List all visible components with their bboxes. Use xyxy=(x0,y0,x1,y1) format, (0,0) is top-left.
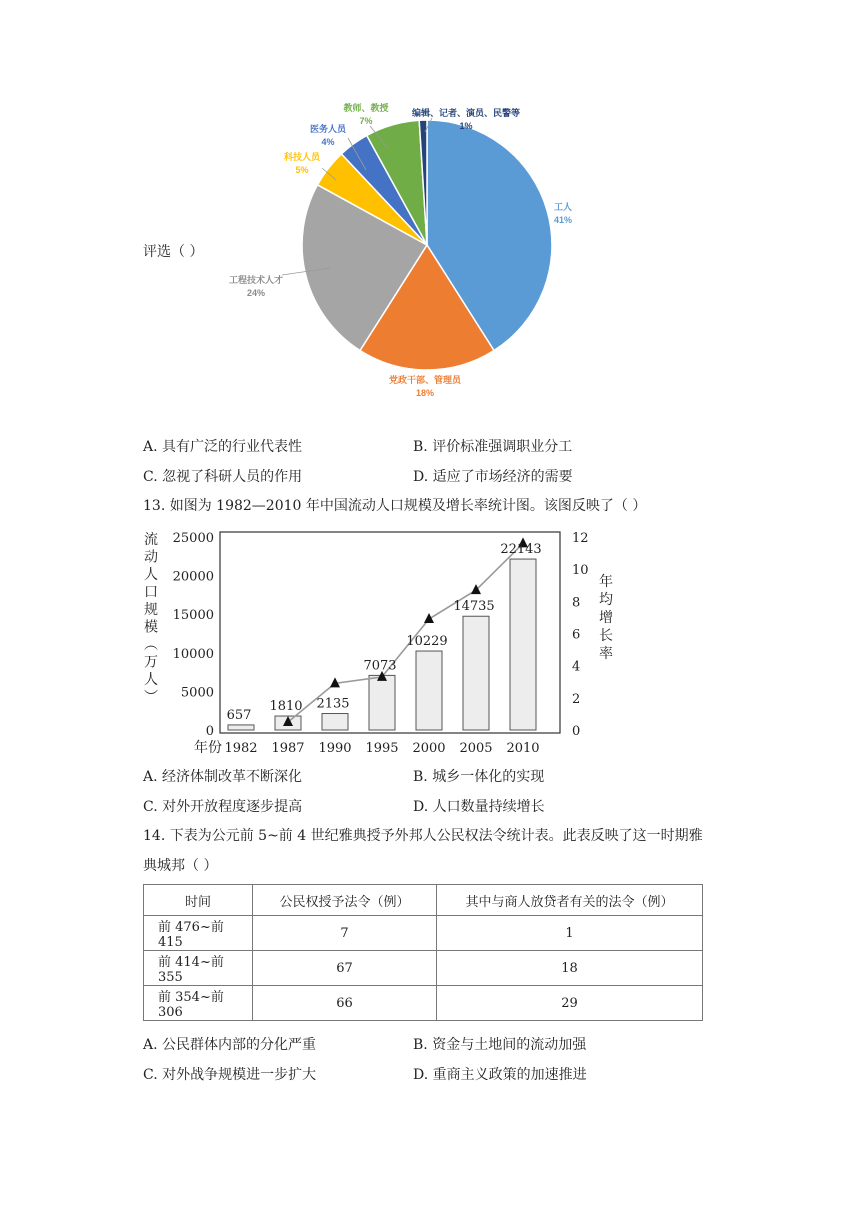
q12-option-b: B. 评价标准强调职业分工 xyxy=(413,439,573,455)
pie-slice-label: 工程技术人才 xyxy=(228,275,284,285)
y-tick-label: 25000 xyxy=(172,531,214,546)
data-label: 1810 xyxy=(269,699,303,715)
x-tick-label: 1990 xyxy=(318,741,352,756)
y-tick-label: 0 xyxy=(205,724,214,739)
table-header: 时间 xyxy=(144,885,253,916)
x-tick-label: 2005 xyxy=(459,741,493,756)
bar xyxy=(369,675,395,730)
table-header-row xyxy=(144,885,703,916)
q13-stem: 13. 如图为 1982—2010 年中国流动人口规模及增长率统计图。该图反映了（ ） xyxy=(143,498,647,514)
pie-slice-percent: 18% xyxy=(415,388,435,398)
table-cell: 7 xyxy=(253,916,437,951)
q12-stem-tail: 评选（ ） xyxy=(143,244,204,260)
q13-option-d: D. 人口数量持续增长 xyxy=(413,799,545,815)
q13-option-a: A. 经济体制改革不断深化 xyxy=(143,769,303,785)
x-tick-label: 1995 xyxy=(365,741,399,756)
q14-option-d: D. 重商主义政策的加速推进 xyxy=(413,1067,587,1083)
pie-slice-percent: 5% xyxy=(295,165,309,175)
q13-option-c: C. 对外开放程度逐步提高 xyxy=(143,799,303,815)
y2-axis-label: 年均增长率 xyxy=(599,574,613,662)
data-label: 7073 xyxy=(363,658,397,674)
table-header: 其中与商人放贷者有关的法令（例） xyxy=(437,885,703,916)
data-label: 657 xyxy=(226,707,252,723)
q12-option-d: D. 适应了市场经济的需要 xyxy=(413,469,573,485)
x-axis-label: 年份 xyxy=(194,740,222,756)
pie-slice-percent: 4% xyxy=(321,137,335,147)
pie-slice-label: 党政干部、管理员 xyxy=(388,375,462,385)
pie-slice-label: 工人 xyxy=(553,202,573,212)
pie-slice-label: 科技人员 xyxy=(283,152,321,162)
citizenship-table xyxy=(143,884,703,1021)
y-tick-label: 10000 xyxy=(172,646,214,662)
pie-slice-label: 医务人员 xyxy=(309,124,347,134)
y2-tick-label: 0 xyxy=(572,724,581,739)
data-label: 2135 xyxy=(316,696,350,712)
q14-stem-line2: 典城邦（ ） xyxy=(143,858,218,874)
q14-option-a: A. 公民群体内部的分化严重 xyxy=(143,1037,317,1053)
q14-stem-line1: 14. 下表为公元前 5~前 4 世纪雅典授予外邦人公民权法令统计表。此表反映了这一时期雅 xyxy=(143,828,703,844)
y2-tick-label: 6 xyxy=(572,627,581,643)
data-label: 14735 xyxy=(453,599,495,615)
table-cell: 前 414~前 355 xyxy=(144,951,253,986)
y2-tick-label: 2 xyxy=(572,691,581,707)
table-cell: 1 xyxy=(437,916,703,951)
pie-slice-percent: 1% xyxy=(459,121,473,131)
y2-tick-label: 12 xyxy=(572,531,589,546)
data-label: 22143 xyxy=(500,542,542,558)
table-cell: 66 xyxy=(253,986,437,1021)
q13-option-b: B. 城乡一体化的实现 xyxy=(413,769,545,785)
q14-option-c: C. 对外战争规模进一步扩大 xyxy=(143,1067,317,1083)
pie-slice-label: 编辑、记者、演员、民警等 xyxy=(411,108,521,118)
table-row xyxy=(144,986,703,1021)
bar xyxy=(416,651,442,730)
table-row xyxy=(144,951,703,986)
pie-slice-percent: 7% xyxy=(359,116,373,126)
x-tick-label: 1982 xyxy=(224,741,258,756)
bar xyxy=(322,714,348,730)
y2-tick-label: 10 xyxy=(572,563,589,579)
x-tick-label: 1987 xyxy=(271,741,305,756)
table-header: 公民权授予法令（例） xyxy=(253,885,437,916)
bar xyxy=(463,616,489,730)
bar xyxy=(228,725,254,730)
pie-slice-label: 教师、教授 xyxy=(343,103,389,113)
table-cell: 18 xyxy=(437,951,703,986)
table-row xyxy=(144,916,703,951)
table-cell: 前 354~前 306 xyxy=(144,986,253,1021)
growth-rate-marker xyxy=(424,613,434,623)
q12-option-a: A. 具有广泛的行业代表性 xyxy=(143,439,303,455)
table-cell: 前 476~前 415 xyxy=(144,916,253,951)
y2-tick-label: 4 xyxy=(572,659,581,675)
x-tick-label: 2010 xyxy=(506,741,540,756)
table-cell: 67 xyxy=(253,951,437,986)
q14-option-b: B. 资金与土地间的流动加强 xyxy=(413,1037,587,1053)
pie-chart xyxy=(0,0,860,420)
bar xyxy=(510,559,536,730)
table-cell: 29 xyxy=(437,986,703,1021)
pie-slice-percent: 41% xyxy=(553,215,573,225)
y2-tick-label: 8 xyxy=(572,595,581,611)
y-tick-label: 5000 xyxy=(180,685,214,701)
population-chart xyxy=(140,522,613,760)
y-tick-label: 20000 xyxy=(172,569,214,585)
x-tick-label: 2000 xyxy=(412,741,446,756)
pie-slice-percent: 24% xyxy=(246,288,266,298)
data-label: 10229 xyxy=(406,634,448,650)
q12-option-c: C. 忽视了科研人员的作用 xyxy=(143,469,303,485)
y-tick-label: 15000 xyxy=(172,608,214,624)
y-axis-label: 流动人口规模︵万人︶ xyxy=(144,532,158,706)
